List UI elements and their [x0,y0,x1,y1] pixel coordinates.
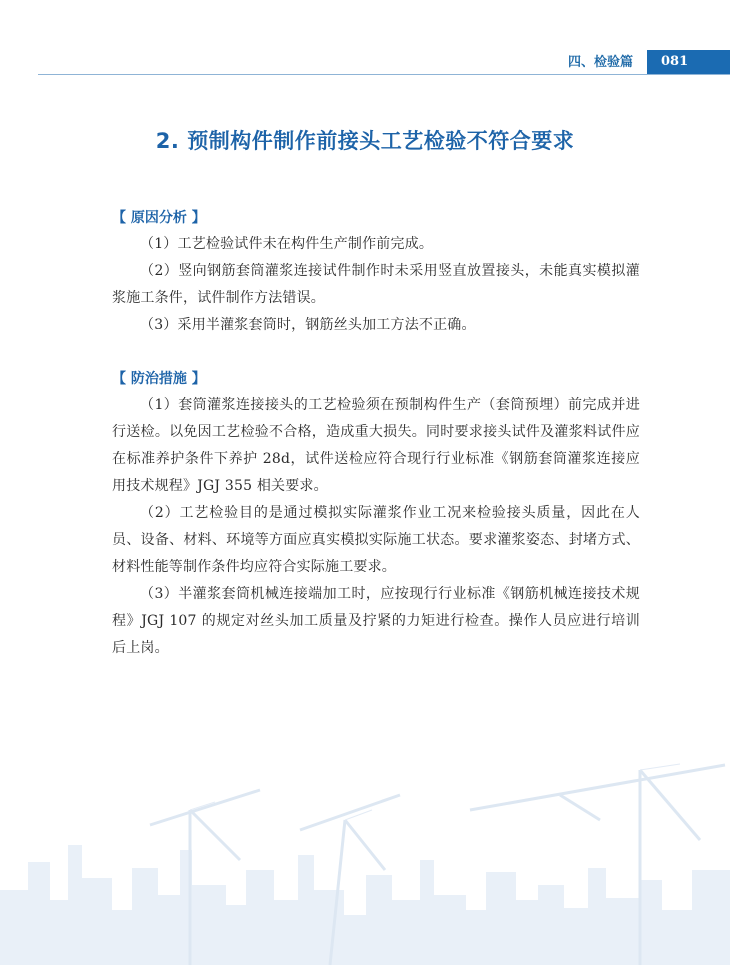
prevention-paragraph-3: （3）半灌浆套筒机械连接端加工时，应按现行行业标准《钢筋机械连接技术规程》JGJ 107 的规定对丝头加工质量及拧紧的力矩进行检查。操作人员应进行培训后上岗。 [112,586,640,656]
cause-analysis-section [112,207,640,339]
cause-analysis-heading: 【 原因分析 】 [112,210,206,226]
prevention-paragraph-1: （1）套筒灌浆连接接头的工艺检验须在预制构件生产（套筒预埋）前完成并进行送检。以免因工艺检验不合格，造成重大损失。同时要求接头试件及灌浆料试件应在标准养护条件下养护 28d，试件送检应符合现行行业标准《钢筋套筒灌浆连接应用技术规程》JGJ 355 相关要求。 [112,397,640,494]
cause-paragraph-3: （3）采用半灌浆套筒时，钢筋丝头加工方法不正确。 [140,317,476,333]
cause-paragraph-2: （2）竖向钢筋套筒灌浆连接试件制作时未采用竖直放置接头，未能真实模拟灌浆施工条件，试件制作方法错误。 [112,263,640,306]
running-header-section: 四、检验篇 [568,55,634,70]
cause-paragraph-1: （1）工艺检验试件未在构件生产制作前完成。 [140,236,434,252]
prevention-paragraph-2: （2）工艺检验目的是通过模拟实际灌浆作业工况来检验接头质量，因此在人员、设备、材料、环境等方面应真实模拟实际施工状态。要求灌浆姿态、封堵方式、材料性能等制作条件均应符合实际施工要求。 [112,505,640,575]
city-skyline-icon [0,750,730,965]
page-title: 2. 预制构件制作前接头工艺检验不符合要求 [155,129,575,153]
prevention-section [112,368,640,662]
header-rule [38,74,730,75]
page-number-tab: 081 [647,50,730,74]
prevention-heading: 【 防治措施 】 [112,371,206,387]
